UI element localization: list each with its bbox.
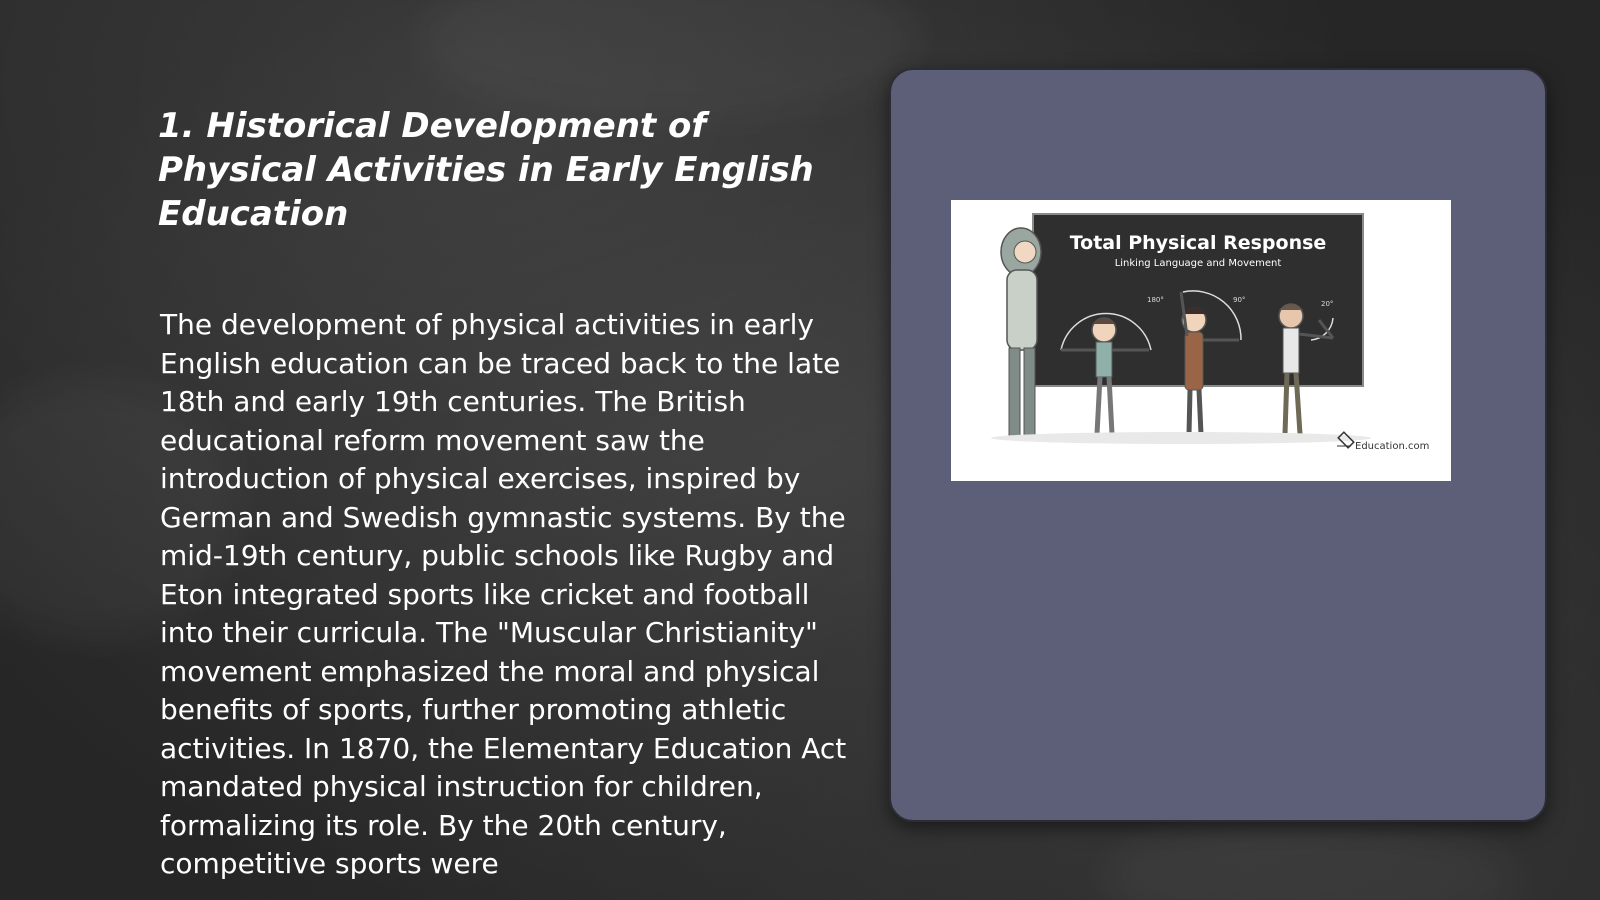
- chalk-smudge: [1100, 820, 1520, 900]
- tpr-illustration: [951, 200, 1451, 481]
- media-panel: [889, 68, 1547, 822]
- logo-text: Education.com: [1355, 441, 1430, 452]
- slide-title: 1. Historical Development of Physical Activities in Early English Education: [158, 106, 814, 234]
- chalk-smudge: [420, 0, 920, 120]
- angle-label-90: 90°: [1233, 296, 1246, 304]
- teacher-figure: [1001, 228, 1041, 436]
- tpr-illustration-svg: [951, 200, 1451, 481]
- ground-shadow: [991, 432, 1371, 444]
- angle-label-180: 180°: [1147, 296, 1164, 304]
- slide-body-text: The development of physical activities in early English education can be traced back to the late 18th and early 19th centuries. The British educational reform movement saw the introduction of physical exercises, inspired by German and Swedish gymnastic systems. By the mid-19th century, public schools like Rugby and Eton integrated sports like cricket and football into their curricula. The "Muscular Christianity" movement emphasized the moral and physical benefits of sports, further promoting athletic activities. In 1870, the Elementary Education Act mandated physical instruction for children, formalizing its role. By the 20th century, competitive sports were: [160, 308, 847, 880]
- angle-label-20: 20°: [1321, 300, 1334, 308]
- board-subtitle: Linking Language and Movement: [1114, 258, 1282, 269]
- board-title: Total Physical Response: [1069, 232, 1327, 254]
